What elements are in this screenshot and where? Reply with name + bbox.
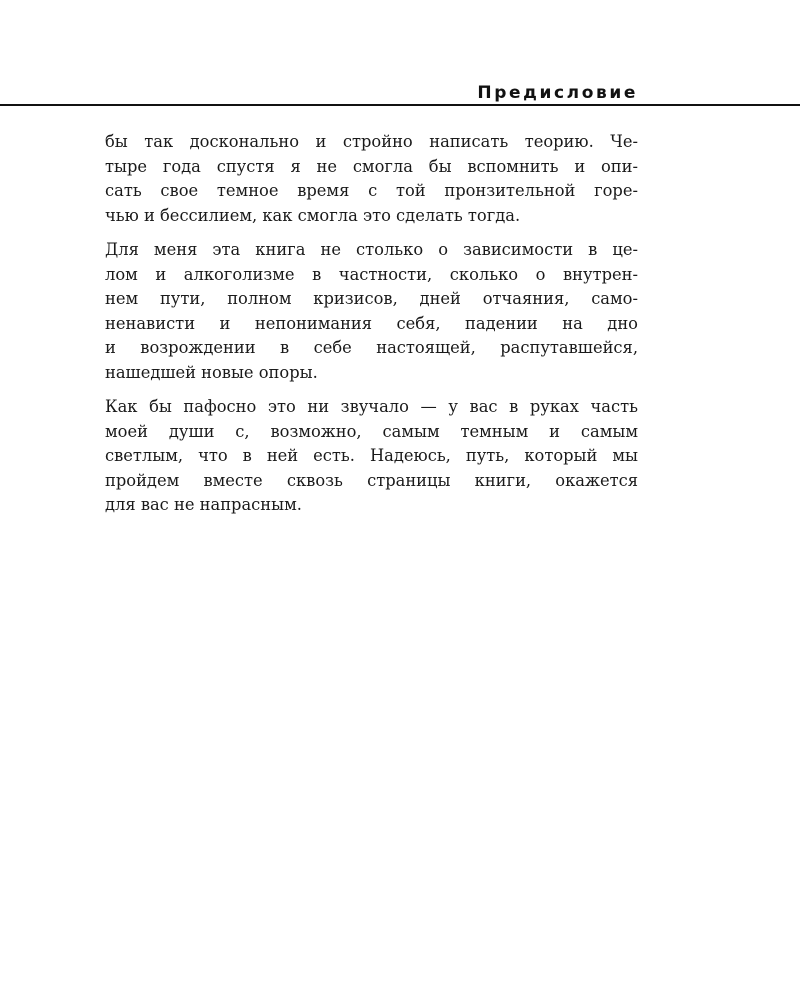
- text-line: нашедшей новые опоры.: [105, 362, 318, 382]
- text-line: для вас не напрасным.: [105, 495, 302, 514]
- text-line: и возрождении в себе настоящей, распутавшейся,: [105, 338, 638, 357]
- paragraph-2: [105, 238, 638, 385]
- text-line: моей души с, возможно, самым темным и самым: [105, 421, 638, 441]
- text-line: бы так досконально и стройно написать теорию. Че-: [105, 132, 638, 151]
- text-line: нем пути, полном кризисов, дней отчаяния, само-: [105, 289, 638, 308]
- text-line: ненависти и непонимания себя, падении на дно: [105, 313, 638, 333]
- header-rule: [0, 104, 800, 106]
- paragraph-1: [105, 130, 638, 228]
- body-text: [105, 130, 638, 528]
- paragraph-3: [105, 395, 638, 518]
- text-line: тыре года спустя я не смогла бы вспомнить и опи-: [105, 156, 638, 176]
- text-line: пройдем вместе сквозь страницы книги, окажется: [105, 470, 638, 490]
- text-line: чью и бессилием, как смогла это сделать тогда.: [105, 205, 521, 225]
- text-line: Как бы пафосно это ни звучало — у вас в руках часть: [105, 397, 638, 416]
- text-line: сать свое темное время с той пронзительной горе-: [105, 181, 638, 200]
- text-line: светлым, что в ней есть. Надеюсь, путь, который мы: [105, 446, 638, 465]
- text-line: лом и алкоголизме в частности, сколько о внутрен-: [105, 264, 638, 284]
- text-line: Для меня эта книга не столько о зависимости в це-: [105, 240, 638, 259]
- running-head-title: Предисловие: [477, 83, 638, 103]
